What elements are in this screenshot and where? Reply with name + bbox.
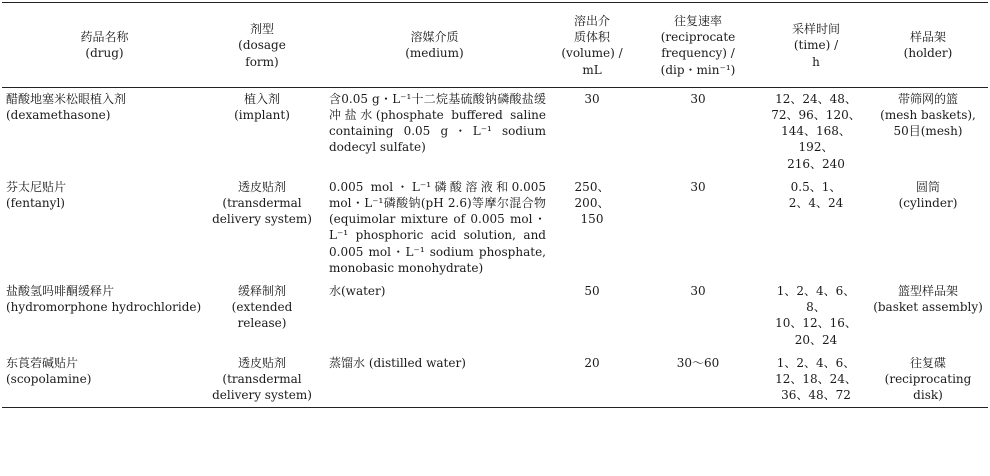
cell-line: 药品名称 [80, 30, 129, 45]
cell-drug [2, 87, 207, 176]
table-row [2, 87, 988, 176]
cell-line: 72、96、120、 [771, 108, 861, 123]
dissolution-table [2, 2, 988, 408]
cell-volume [552, 176, 632, 280]
cell-drug [2, 176, 207, 280]
cell-line: (basket assembly) [873, 300, 983, 315]
cell-line: 透皮贴剂 [237, 179, 286, 194]
cell-line: (time) / [793, 38, 839, 53]
cell-line: release) [237, 316, 287, 331]
cell-line: 10、12、16、 [775, 316, 857, 331]
cell-line: (extended [231, 300, 293, 315]
cell-line: 东莨菪碱贴片 [6, 355, 79, 370]
cell-line: mL [582, 62, 602, 77]
cell-line: 圆筒 [915, 179, 940, 194]
cell-line: disk) [913, 388, 943, 403]
cell-line: 12、18、24、 [775, 372, 857, 387]
cell-line: 盐酸氢吗啡酮缓释片 [6, 284, 115, 299]
cell-line: 往复速率 [673, 14, 722, 28]
cell-line: (dosage [238, 38, 286, 53]
cell-frequency [632, 87, 764, 176]
cell-sampling-time [764, 176, 868, 280]
cell-line: 50 [584, 284, 600, 299]
header-row [2, 3, 988, 88]
cell-line: 溶媒介质 [410, 30, 459, 45]
cell-holder [868, 280, 988, 352]
cell-frequency [632, 280, 764, 352]
cell-line: delivery system) [212, 388, 312, 403]
cell-line: (dexamethasone) [6, 108, 111, 123]
cell-line: (transdermal [222, 372, 302, 387]
table-row [2, 352, 988, 408]
cell-holder [868, 87, 988, 176]
cell-line: (transdermal [222, 196, 302, 211]
cell-volume [552, 280, 632, 352]
cell-holder [868, 352, 988, 408]
cell-line: 20、24 [794, 332, 838, 347]
cell-line: 篮型样品架 [897, 284, 958, 299]
cell-line: 12、24、48、 [775, 91, 857, 106]
cell-dosage-form [207, 280, 317, 352]
cell-line: (scopolamine) [6, 372, 92, 387]
cell-medium: 蒸馏水 (distilled water) [317, 352, 552, 408]
cell-medium: 含0.05 g・L⁻¹十二烷基硫酸钠磷酸盐缓冲盐水(phosphate buffered saline containing 0.05 g・L⁻¹ sodium dodecyl sulfate) [329, 91, 546, 155]
col-header-drug [2, 3, 207, 88]
col-header-frequency [632, 3, 764, 88]
cell-line: 20 [584, 355, 600, 370]
cell-line: 质体积 [573, 30, 610, 45]
cell-line: 150 [580, 212, 604, 227]
cell-volume [552, 352, 632, 408]
cell-line: (hydromorphone hydrochloride) [6, 300, 202, 315]
cell-line: 采样时间 [791, 22, 840, 37]
cell-medium: 0.005 mol・L⁻¹磷酸溶液和0.005 mol・L⁻¹磷酸钠(pH 2.6)等摩尔混合物(equimolar mixture of 0.005 mol・L⁻¹ phosphoric acid solution, and 0.005 mol・L⁻¹ sodium phosphate, monobasic monohydrate) [329, 179, 546, 275]
cell-line: 样品架 [909, 30, 946, 45]
cell-frequency [632, 352, 764, 408]
cell-line: h [812, 54, 820, 69]
col-header-medium [317, 3, 552, 88]
cell-line: 36、48、72 [781, 388, 851, 403]
cell-line: 溶出介 [573, 14, 610, 28]
cell-line: 透皮贴剂 [237, 355, 286, 370]
table-row [2, 280, 988, 352]
cell-line: (reciprocating [884, 372, 972, 387]
cell-line: 2、4、24 [788, 196, 844, 211]
cell-line: 216、240 [787, 156, 845, 171]
cell-line: (holder) [903, 46, 953, 61]
cell-dosage-form [207, 176, 317, 280]
cell-line: 剂型 [249, 22, 274, 37]
cell-line: (mesh baskets), [880, 108, 976, 123]
cell-sampling-time [764, 87, 868, 176]
cell-line: 带筛网的篮 [897, 91, 958, 106]
cell-line: (volume) / [561, 46, 623, 61]
cell-line: 144、168、192、 [781, 124, 851, 155]
cell-line: 200、 [574, 196, 610, 211]
cell-volume [552, 87, 632, 176]
cell-line: 芬太尼贴片 [6, 179, 67, 194]
cell-line: 植入剂 [243, 91, 280, 106]
cell-medium: 水(water) [329, 284, 386, 299]
cell-frequency [632, 176, 764, 280]
cell-line: (implant) [234, 108, 290, 123]
cell-line: (medium) [405, 46, 464, 61]
cell-line: 30～60 [676, 355, 720, 370]
cell-line: (drug) [85, 46, 124, 61]
cell-line: 250、 [574, 179, 610, 194]
cell-line: 30 [584, 91, 600, 106]
cell-line: form) [245, 54, 279, 69]
cell-line: 往复碟 [909, 355, 946, 370]
table-row [2, 176, 988, 280]
cell-line: 醋酸地塞米松眼植入剂 [6, 91, 127, 106]
cell-line: delivery system) [212, 212, 312, 227]
cell-line: 30 [690, 284, 706, 299]
cell-line: 50目(mesh) [893, 124, 963, 139]
cell-drug [2, 280, 207, 352]
cell-sampling-time [764, 280, 868, 352]
cell-dosage-form [207, 87, 317, 176]
cell-line: 缓释制剂 [237, 284, 286, 299]
cell-line: (reciprocate [660, 30, 736, 45]
col-header-dosage-form [207, 3, 317, 88]
cell-line: 30 [690, 91, 706, 106]
col-header-time [764, 3, 868, 88]
cell-dosage-form [207, 352, 317, 408]
cell-line: (dip・min⁻¹) [660, 62, 736, 77]
cell-line: (fentanyl) [6, 196, 65, 211]
cell-line: 1、2、4、6、 [776, 355, 856, 370]
cell-line: 0.5、1、 [790, 179, 842, 194]
cell-holder [868, 176, 988, 280]
cell-line: 30 [690, 179, 706, 194]
cell-line: 1、2、4、6、8、 [776, 284, 856, 315]
cell-drug [2, 352, 207, 408]
cell-line: frequency) / [661, 46, 735, 61]
col-header-holder [868, 3, 988, 88]
cell-line: (cylinder) [898, 196, 958, 211]
cell-sampling-time [764, 352, 868, 408]
col-header-volume [552, 3, 632, 88]
